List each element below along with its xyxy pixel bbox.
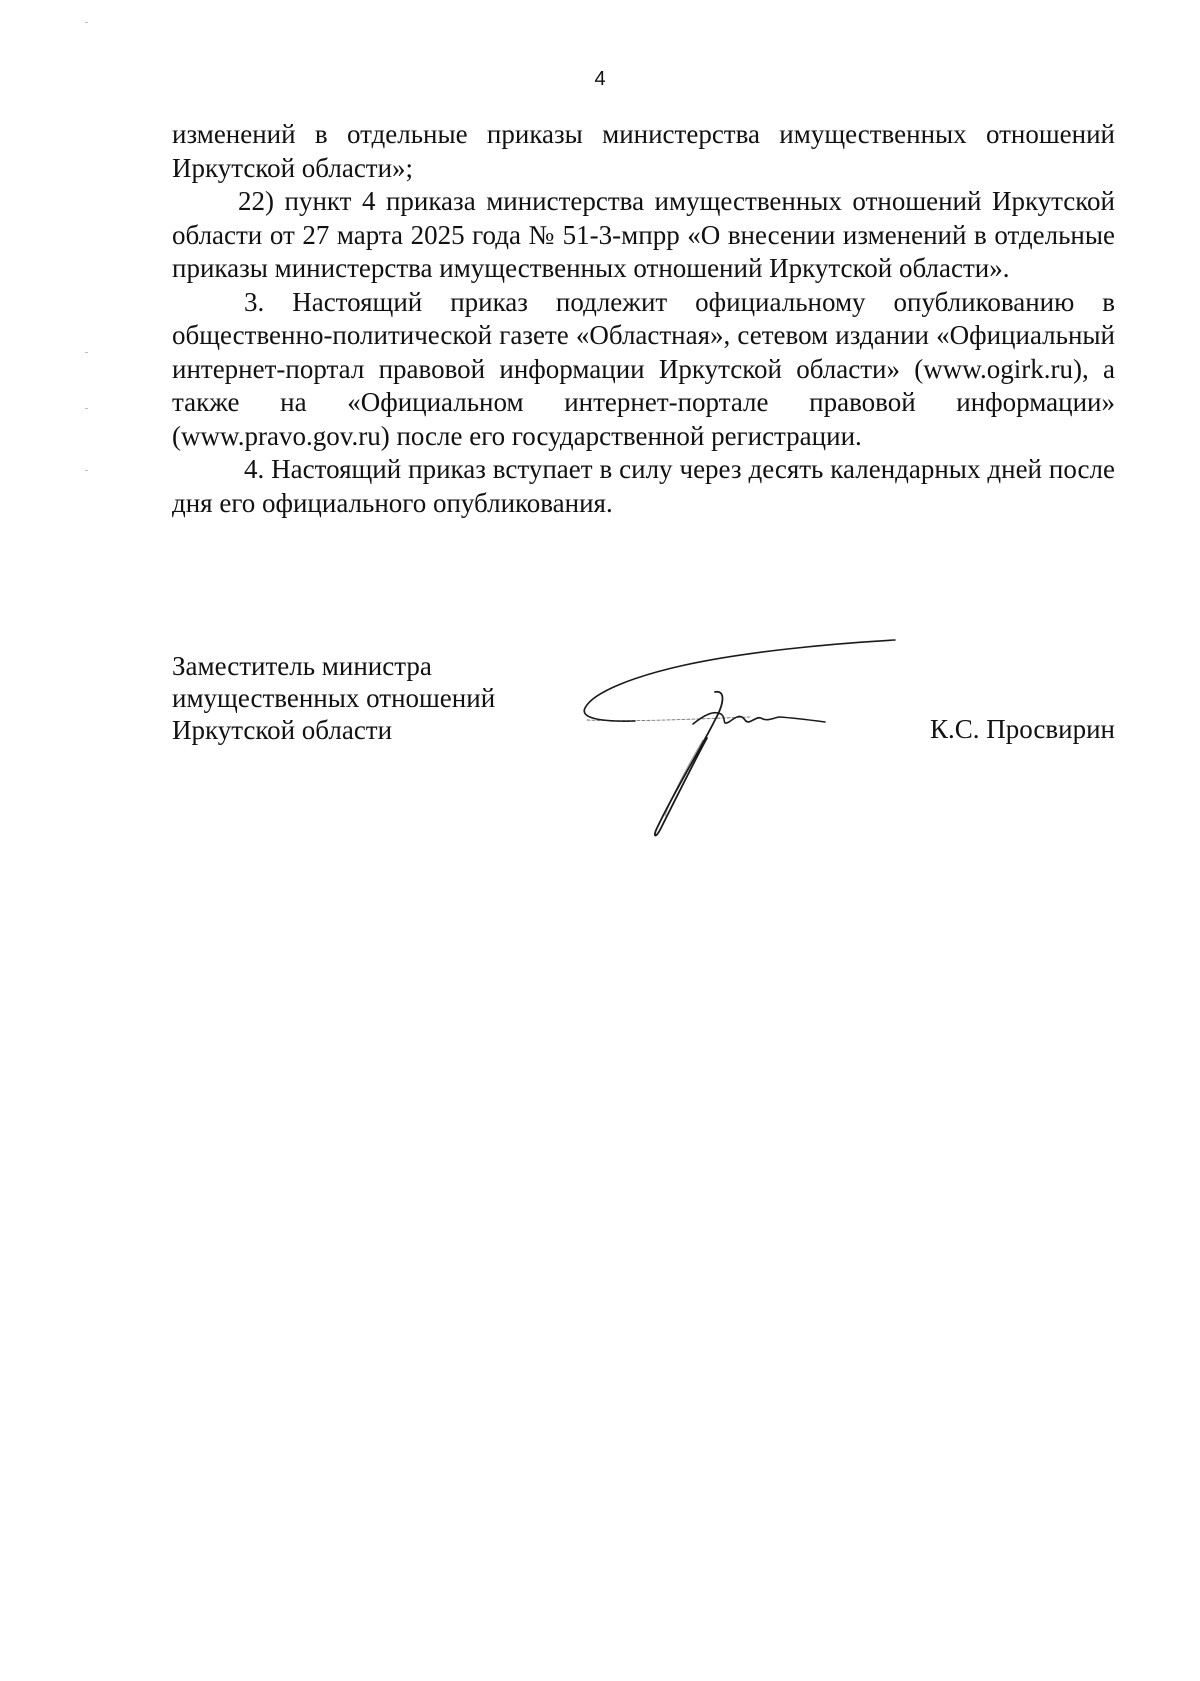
paragraph-continuation: изменений в отдельные приказы министерства имущественных отношений Иркутской области»; — [172, 119, 1115, 183]
document-body — [172, 118, 1115, 520]
handwritten-signature — [575, 630, 905, 850]
paragraph-item-22: 22) пункт 4 приказа министерства имущественных отношений Иркутской области от 27 марта 2025 года № 51-3-мпрр «О внесении изменений в отдельные приказы министерства имущественных отношений Иркутской области». — [172, 186, 1115, 283]
signatory-title-line: имущественных отношений — [172, 683, 496, 713]
paragraph-item-3: 3. Настоящий приказ подлежит официальному опубликованию в общественно-политической газете «Областная», сетевом издании «Официальный интернет-портал правовой информации Иркутской области» (www.ogirk.ru), а также на «Официальном интернет-портале правовой информации» (www.pravo.gov.ru) после его государственной регистрации. — [172, 286, 1115, 451]
scan-margin-mark — [85, 22, 88, 23]
signatory-title — [172, 650, 495, 746]
scan-margin-mark — [85, 470, 88, 471]
signatory-title-line: Иркутской области — [172, 715, 393, 745]
scan-margin-mark — [85, 408, 88, 409]
scan-margin-mark — [85, 352, 88, 353]
signatory-name: К.С. Просвирин — [929, 714, 1115, 744]
signatory-title-line: Заместитель министра — [172, 651, 432, 681]
paragraph-item-4: 4. Настоящий приказ вступает в силу через десять календарных дней после дня его официального опубликования. — [172, 454, 1115, 518]
page-number: 4 — [594, 68, 606, 90]
